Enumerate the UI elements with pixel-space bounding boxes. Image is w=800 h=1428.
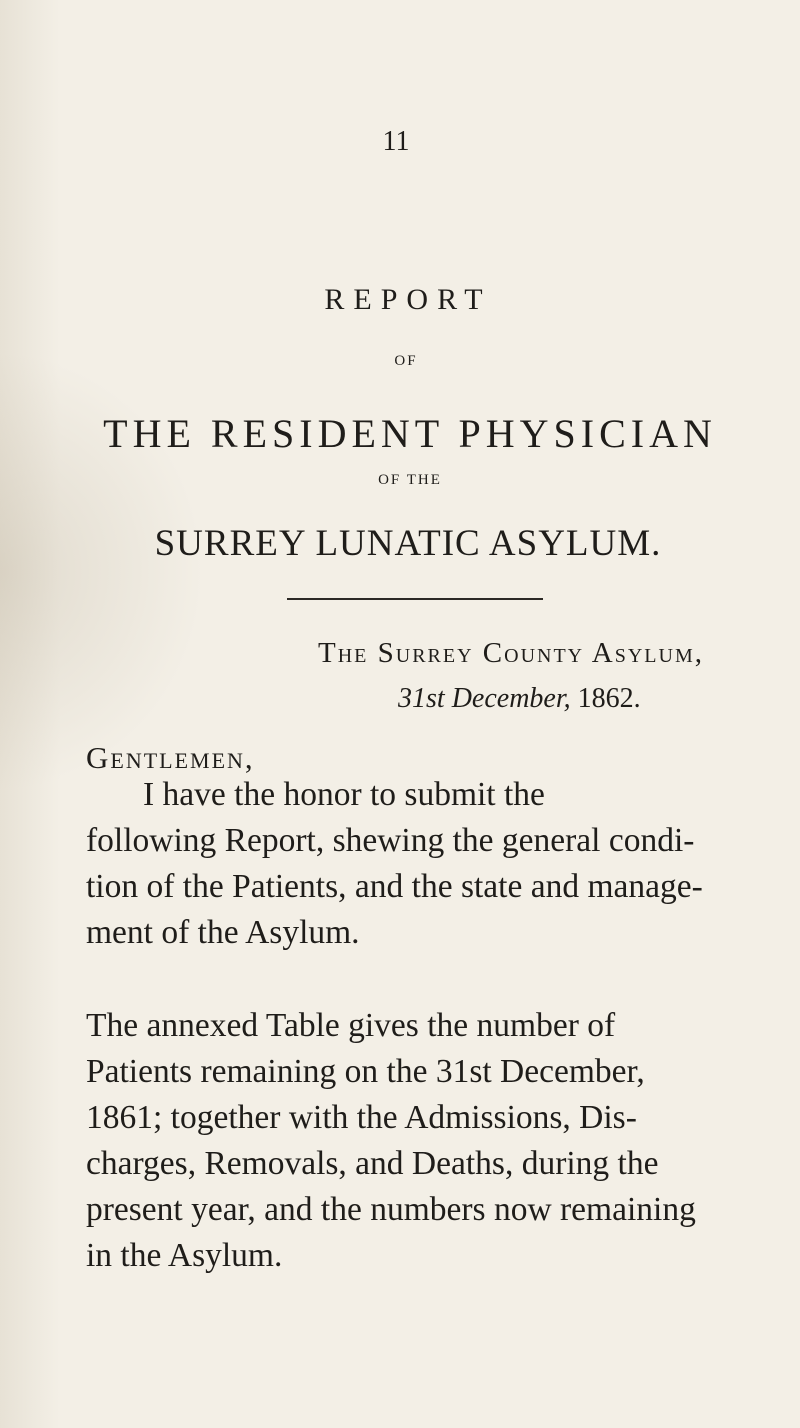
paragraph2-line: charges, Removals, and Deaths, during the: [86, 1145, 659, 1182]
page-number: 11: [382, 126, 410, 157]
letterhead-address: The Surrey County Asylum,: [318, 637, 704, 669]
title-report: REPORT: [324, 283, 492, 316]
title-asylum: SURREY LUNATIC ASYLUM.: [154, 523, 662, 564]
paragraph2-line: 1861; together with the Admissions, Dis-: [86, 1099, 637, 1136]
salutation: Gentlemen,: [86, 740, 255, 775]
title-of: OF: [394, 353, 418, 369]
paragraph2-line: present year, and the numbers now remaining: [86, 1191, 696, 1228]
date-month: December,: [451, 683, 571, 714]
paragraph2-line: The annexed Table gives the number of: [86, 1007, 616, 1044]
paragraph2-line: in the Asylum.: [86, 1237, 283, 1274]
paragraph2-line: Patients remaining on the 31st December,: [86, 1053, 645, 1090]
paragraph1-line: ment of the Asylum.: [86, 914, 360, 951]
paragraph1-line: tion of the Patients, and the state and manage-: [86, 868, 703, 905]
paragraph1-line: following Report, shewing the general condi-: [86, 822, 695, 859]
title-of-the: OF THE: [378, 472, 442, 488]
title-physician: THE RESIDENT PHYSICIAN: [103, 411, 717, 456]
date-year: 1862.: [577, 683, 641, 714]
horizontal-rule: [287, 598, 543, 600]
letterhead-date: [398, 683, 641, 715]
paragraph1-line: I have the honor to submit the: [143, 776, 545, 813]
date-day: 31st: [398, 683, 445, 714]
